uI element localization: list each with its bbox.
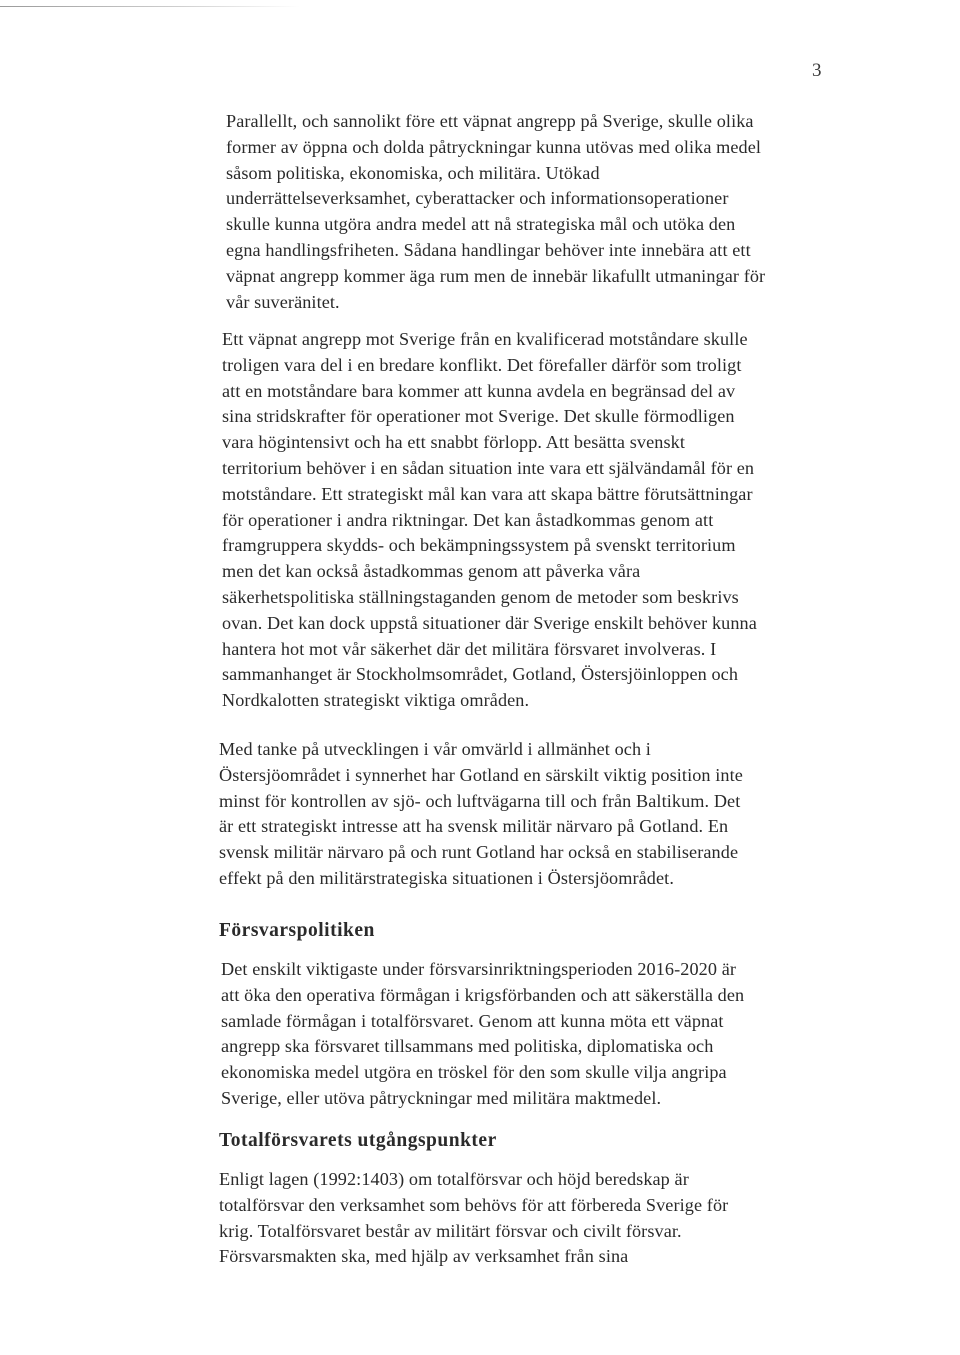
paragraph-parallellt [226, 109, 830, 315]
text-line: men det kan också åstadkommas genom att påverka våra [222, 561, 641, 582]
text-line: effekt på den militärstrategiska situationen i Östersjöområdet. [219, 867, 674, 888]
text-line: motståndare. Ett strategiskt mål kan vara att skapa bättre förutsättningar [222, 483, 753, 504]
text-line: för operationer i andra riktningar. Det kan åstadkommas genom att [222, 509, 714, 530]
paragraph-forsvarspolitiken [221, 957, 825, 1112]
text-line: Ett väpnat angrepp mot Sverige från en kvalificerad motståndare skulle [222, 329, 748, 349]
text-line: Enligt lagen (1992:1403) om totalförsvar och höjd beredskap är [219, 1169, 689, 1189]
page-number: 3 [812, 60, 822, 81]
text-line: skulle kunna utgöra andra medel att nå strategiska mål och utöka den [226, 214, 736, 235]
text-line: underrättelseverksamhet, cyberattacker och informationsoperationer [226, 188, 729, 209]
section-heading-forsvarspolitiken: Försvarspolitiken [219, 920, 375, 941]
text-line: Det enskilt viktigaste under försvarsinriktningsperioden 2016-2020 är [221, 959, 737, 979]
text-line: Med tanke på utvecklingen i vår omvärld i allmänhet och i [219, 739, 651, 759]
text-line: vara högintensivt och ha ett snabbt förlopp. Att besätta svenskt [222, 432, 686, 453]
text-line: vår suveränitet. [226, 291, 340, 312]
text-line: krig. Totalförsvaret består av militärt försvar och civilt försvar. [219, 1220, 682, 1241]
text-line: sina stridskrafter för operationer mot Sverige. Det skulle förmodligen [222, 406, 735, 427]
text-line: territorium behöver i en sådan situation inte vara ett självändamål för en [222, 457, 755, 478]
text-line: är ett strategiskt intresse att ha svensk militär närvaro på Gotland. En [219, 816, 729, 837]
text-line: ovan. Det kan dock uppstå situationer där Sverige enskilt behöver kunna [222, 612, 757, 633]
text-line: angrepp ska försvaret tillsammans med politiska, diplomatiska och [221, 1036, 714, 1057]
text-line: säkerhetspolitiska ställningstaganden genom de metoder som beskrivs [222, 586, 739, 607]
text-line: totalförsvar den verksamhet som behövs för att förbereda Sverige för [219, 1194, 729, 1215]
text-line: sammanhanget är Stockholmsområdet, Gotland, Östersjöinloppen och [222, 664, 739, 685]
text-line: Nordkalotten strategiskt viktiga områden. [222, 690, 530, 711]
text-line: ekonomiska medel utgöra en tröskel för den som skulle vilja angripa [221, 1062, 727, 1083]
text-line: Parallellt, och sannolikt före ett väpnat angrepp på Sverige, skulle olika [226, 111, 754, 131]
paragraph-gotland [219, 737, 823, 892]
paragraph-vapnat-angrepp [222, 327, 826, 714]
text-line: såsom politiska, ekonomiska, och militära. Utökad [226, 162, 600, 183]
text-line: hantera hot mot vår säkerhet där det militära försvaret involveras. I [222, 638, 717, 659]
text-line: att en motståndare bara kommer att kunna avdela en begränsad del av [222, 380, 736, 401]
paragraph-totalforsvar [219, 1167, 823, 1270]
text-line: minst för kontrollen av sjö- och luftvägarna till och från Baltikum. Det [219, 790, 741, 811]
text-line: att öka den operativa förmågan i krigsförbanden och att säkerställa den [221, 984, 745, 1005]
text-line: Östersjöområdet i synnerhet har Gotland en särskilt viktig position inte [219, 764, 743, 785]
text-line: Sverige, eller utöva påtryckningar med militära maktmedel. [221, 1087, 662, 1108]
text-line: troligen vara del i en bredare konflikt. Det förefaller därför som troligt [222, 354, 742, 375]
scan-artifact-line [0, 6, 300, 7]
text-line: väpnat angrepp kommer äga rum men de innebär likafullt utmaningar för [226, 265, 766, 286]
text-line: samlade förmågan i totalförsvaret. Genom att kunna möta ett väpnat [221, 1010, 724, 1031]
text-line: svensk militär närvaro på och runt Gotland har också en stabiliserande [219, 842, 739, 863]
text-line: egna handlingsfriheten. Sådana handlingar behöver inte innebära att ett [226, 239, 751, 260]
section-heading-totalforsvarets-utgangspunkter: Totalförsvarets utgångspunkter [219, 1130, 497, 1151]
text-line: framgruppera skydds- och bekämpningssystem på svenskt territorium [222, 535, 736, 556]
text-line: Försvarsmakten ska, med hjälp av verksamhet från sina [219, 1246, 629, 1267]
text-line: former av öppna och dolda påtryckningar kunna utövas med olika medel [226, 136, 762, 157]
